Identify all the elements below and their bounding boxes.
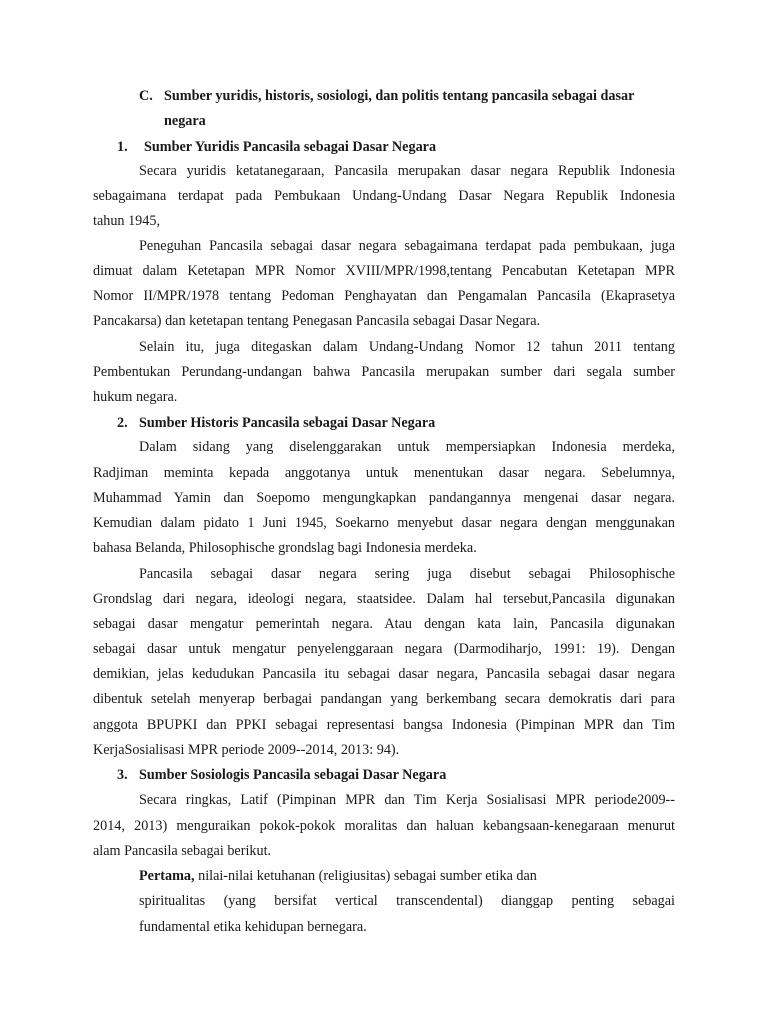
historis-title: Sumber Historis Pancasila sebagai Dasar Negara (139, 415, 436, 431)
yuridis-p3-line: Pembentukan Perundang-undangan bahwa Pancasila merupakan sumber dari segala sumber (93, 364, 675, 380)
yuridis-p1-line: sebagaimana terdapat pada Pembukaan Undang-Undang Dasar Negara Republik Indonesia (93, 188, 675, 204)
historis-number: 2. (117, 415, 128, 431)
historis-p1-line: Dalam sidang yang diselenggarakan untuk mempersiapkan Indonesia merdeka, (139, 439, 675, 455)
yuridis-number: 1. (117, 139, 128, 155)
pertama-cont-line: spiritualitas (yang bersifat vertical transcendental) dianggap penting sebagai (139, 893, 675, 909)
yuridis-p3-line: Selain itu, juga ditegaskan dalam Undang-Undang Nomor 12 tahun 2011 tentang (139, 339, 675, 355)
sosiologis-p1-line: Secara ringkas, Latif (Pimpinan MPR dan Tim Kerja Sosialisasi MPR periode2009-- (139, 792, 675, 808)
yuridis-title: Sumber Yuridis Pancasila sebagai Dasar Negara (144, 139, 437, 155)
sosiologis-p1-line: 2014, 2013) menguraikan pokok-pokok moralitas dan haluan kebangsaan-kenegaraan menurut (93, 818, 675, 834)
pertama-cont-line: fundamental etika kehidupan bernegara. (139, 919, 367, 935)
historis-p2-line: Pancasila sebagai dasar negara sering juga disebut sebagai Philosophische (139, 566, 675, 582)
yuridis-p2-line: Peneguhan Pancasila sebagai dasar negara sebagaimana terdapat pada pembukaan, juga (139, 238, 675, 254)
historis-p1-line: Muhammad Yamin dan Soepomo mengungkapkan pandangannya mengenai dasar negara. (93, 490, 675, 506)
yuridis-p2-line: Nomor II/MPR/1978 tentang Pedoman Penghayatan dan Pengamalan Pancasila (Ekaprasetya (93, 288, 675, 304)
section-c-marker: C. (139, 88, 153, 104)
sosiologis-number: 3. (117, 767, 128, 783)
yuridis-p1-line: Secara yuridis ketatanegaraan, Pancasila merupakan dasar negara Republik Indonesia (139, 163, 675, 179)
historis-p2-line: dibentuk setelah menyerap berbagai pandangan yang berkembang secara demokratis dari para (93, 691, 675, 707)
yuridis-p1-line: tahun 1945, (93, 213, 160, 229)
historis-p1-line: Kemudian dalam pidato 1 Juni 1945, Soekarno menyebut dasar negara dengan menggunakan (93, 515, 675, 531)
yuridis-p2-line: Pancakarsa) dan ketetapan tentang Penegasan Pancasila sebagai Dasar Negara. (93, 313, 541, 329)
pertama-text: nilai-nilai ketuhanan (religiusitas) sebagai sumber etika dan (194, 868, 537, 884)
sosiologis-title: Sumber Sosiologis Pancasila sebagai Dasar Negara (139, 767, 447, 783)
historis-p1-line: Radjiman meminta kepada anggotanya untuk menentukan dasar negara. Sebelumnya, (93, 465, 675, 481)
section-c-title-line2: negara (164, 113, 206, 129)
historis-p2-line: Grondslag dari negara, ideologi negara, staatsidee. Dalam hal tersebut,Pancasila digunakan (93, 591, 675, 607)
section-c-title-line1: Sumber yuridis, historis, sosiologi, dan politis tentang pancasila sebagai dasar (164, 88, 635, 104)
historis-p2-line: sebagai dasar untuk mengatur penyelenggaraan negara (Darmodiharjo, 1991: 19). Dengan (93, 641, 675, 657)
pertama-line (139, 867, 675, 885)
yuridis-p3-line: hukum negara. (93, 389, 178, 405)
pertama-label: Pertama, (139, 868, 195, 884)
historis-p2-line: demikian, jelas kedudukan Pancasila itu sebagai dasar negara, Pancasila sebagai dasar negara (93, 666, 675, 682)
yuridis-p2-line: dimuat dalam Ketetapan MPR Nomor XVIII/MPR/1998,tentang Pencabutan Ketetapan MPR (93, 263, 675, 279)
historis-p2-line: anggota BPUPKI dan PPKI sebagai representasi bangsa Indonesia (Pimpinan MPR dan Tim (93, 717, 675, 733)
sosiologis-p1-line: alam Pancasila sebagai berikut. (93, 843, 272, 859)
historis-p2-line: sebagai dasar mengatur pemerintah negara. Atau dengan kata lain, Pancasila digunakan (93, 616, 675, 632)
historis-p1-line: bahasa Belanda, Philosophische grondslag bagi Indonesia merdeka. (93, 540, 477, 556)
historis-p2-line: KerjaSosialisasi MPR periode 2009--2014, 2013: 94). (93, 742, 400, 758)
